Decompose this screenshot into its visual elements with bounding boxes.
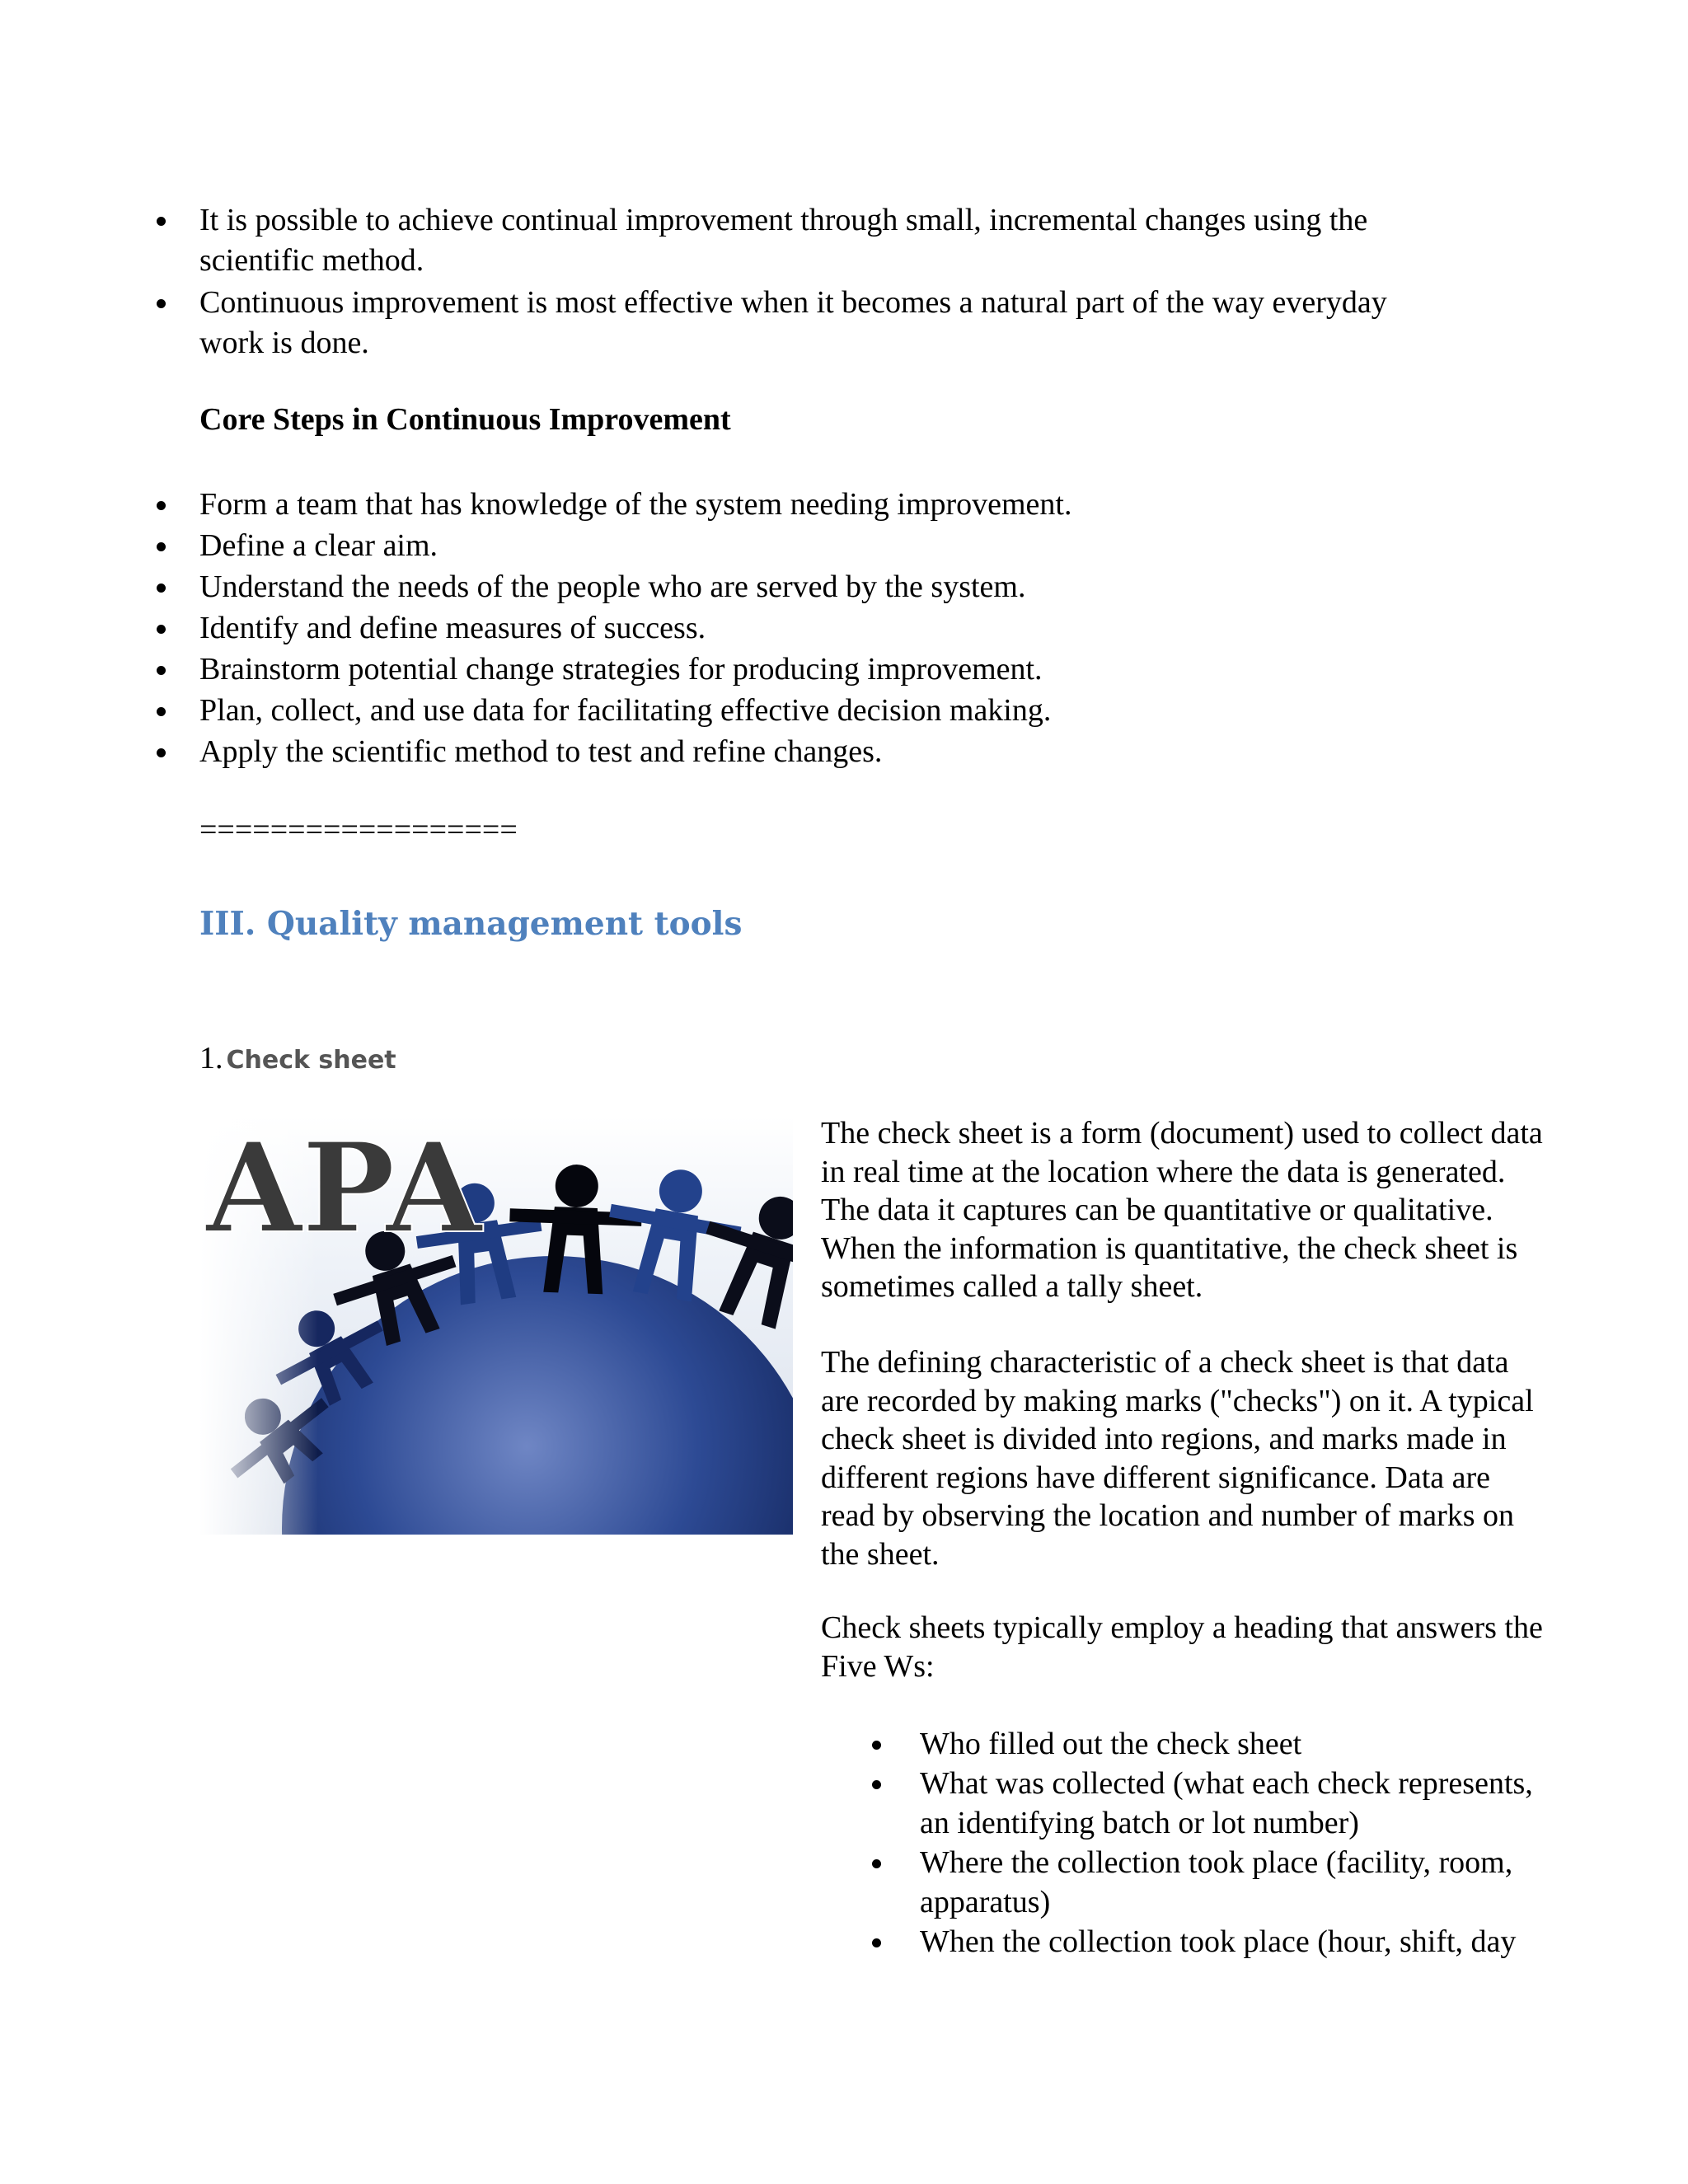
separator-line: ================== (199, 813, 518, 847)
five-ws-item-3-line-1: Where the collection took place (facility, room, (920, 1845, 1513, 1880)
apa-globe-image (199, 1116, 793, 1535)
top-bullet-1-line-2: scientific method. (199, 243, 424, 278)
bullet-dot (872, 1859, 881, 1868)
bullet-dot (157, 501, 166, 510)
paragraph-line: are recorded by making marks ("checks") on it. A typical (821, 1383, 1534, 1418)
top-bullet-2-line-1: Continuous improvement is most effective when it becomes a natural part of the way everyday (199, 285, 1387, 320)
core-step-5: Brainstorm potential change strategies for producing improvement. (199, 652, 1043, 687)
bullet-dot (157, 625, 166, 634)
paragraph-line: The data it captures can be quantitative or qualitative. (821, 1193, 1493, 1227)
five-ws-item-2-line-1: What was collected (what each check represents, (920, 1766, 1533, 1801)
core-step-4: Identify and define measures of success. (199, 611, 706, 645)
core-step-6: Plan, collect, and use data for facilitating effective decision making. (199, 693, 1052, 728)
five-ws-item-1-line-1: Who filled out the check sheet (920, 1727, 1302, 1761)
paragraph-line: different regions have different significance. Data are (821, 1460, 1491, 1495)
five-ws-item-2-line-2: an identifying batch or lot number) (920, 1806, 1359, 1840)
core-step-1: Form a team that has knowledge of the system needing improvement. (199, 487, 1072, 522)
top-bullet-1-line-1: It is possible to achieve continual improvement through small, incremental changes using the (199, 203, 1368, 237)
section-title: III. Quality management tools (199, 905, 743, 943)
paragraph-line: Check sheets typically employ a heading that answers the (821, 1610, 1543, 1645)
five-ws-item-4-line-1: When the collection took place (hour, shift, day (920, 1924, 1517, 1959)
paragraph-line: check sheet is divided into regions, and marks made in (821, 1422, 1507, 1456)
check-sheet-paragraph-3 (821, 1609, 1543, 1685)
paragraph-line: read by observing the location and number of marks on (821, 1498, 1515, 1533)
paragraph-line: sometimes called a tally sheet. (821, 1269, 1203, 1304)
paragraph-line: Five Ws: (821, 1648, 935, 1684)
core-step-2: Define a clear aim. (199, 528, 438, 563)
subsection-label: Check sheet (226, 1046, 396, 1075)
core-step-7: Apply the scientific method to test and refine changes. (199, 734, 883, 769)
core-step-3: Understand the needs of the people who are served by the system. (199, 569, 1026, 604)
paragraph-line: The check sheet is a form (document) used to collect data (821, 1116, 1543, 1151)
bullet-dot (872, 1780, 881, 1789)
check-sheet-paragraph-2 (821, 1343, 1534, 1573)
bullet-dot (157, 666, 166, 675)
bullet-dot (157, 748, 166, 757)
paragraph-line: The defining characteristic of a check sheet is that data (821, 1345, 1509, 1380)
paragraph-line: When the information is quantitative, the check sheet is (821, 1230, 1518, 1266)
core-steps-heading: Core Steps in Continuous Improvement (199, 402, 731, 437)
bullet-dot (157, 542, 166, 551)
bullet-dot (157, 707, 166, 716)
paragraph-line: in real time at the location where the data is generated. (821, 1154, 1506, 1189)
bullet-dot (157, 583, 166, 593)
bullet-dot (872, 1938, 881, 1947)
apa-logo-text: APA (206, 1116, 482, 1261)
bullet-dot (157, 299, 166, 308)
paragraph-line: the sheet. (821, 1536, 940, 1572)
apa-globe-illustration (199, 1116, 793, 1535)
bullet-dot (157, 217, 166, 226)
subsection-number: 1. (199, 1041, 223, 1076)
five-ws-item-3-line-2: apparatus) (920, 1885, 1051, 1919)
check-sheet-paragraph-1 (821, 1114, 1543, 1306)
subsection-heading (199, 1040, 396, 1076)
top-bullet-2-line-2: work is done. (199, 326, 369, 360)
bullet-dot (872, 1741, 881, 1750)
